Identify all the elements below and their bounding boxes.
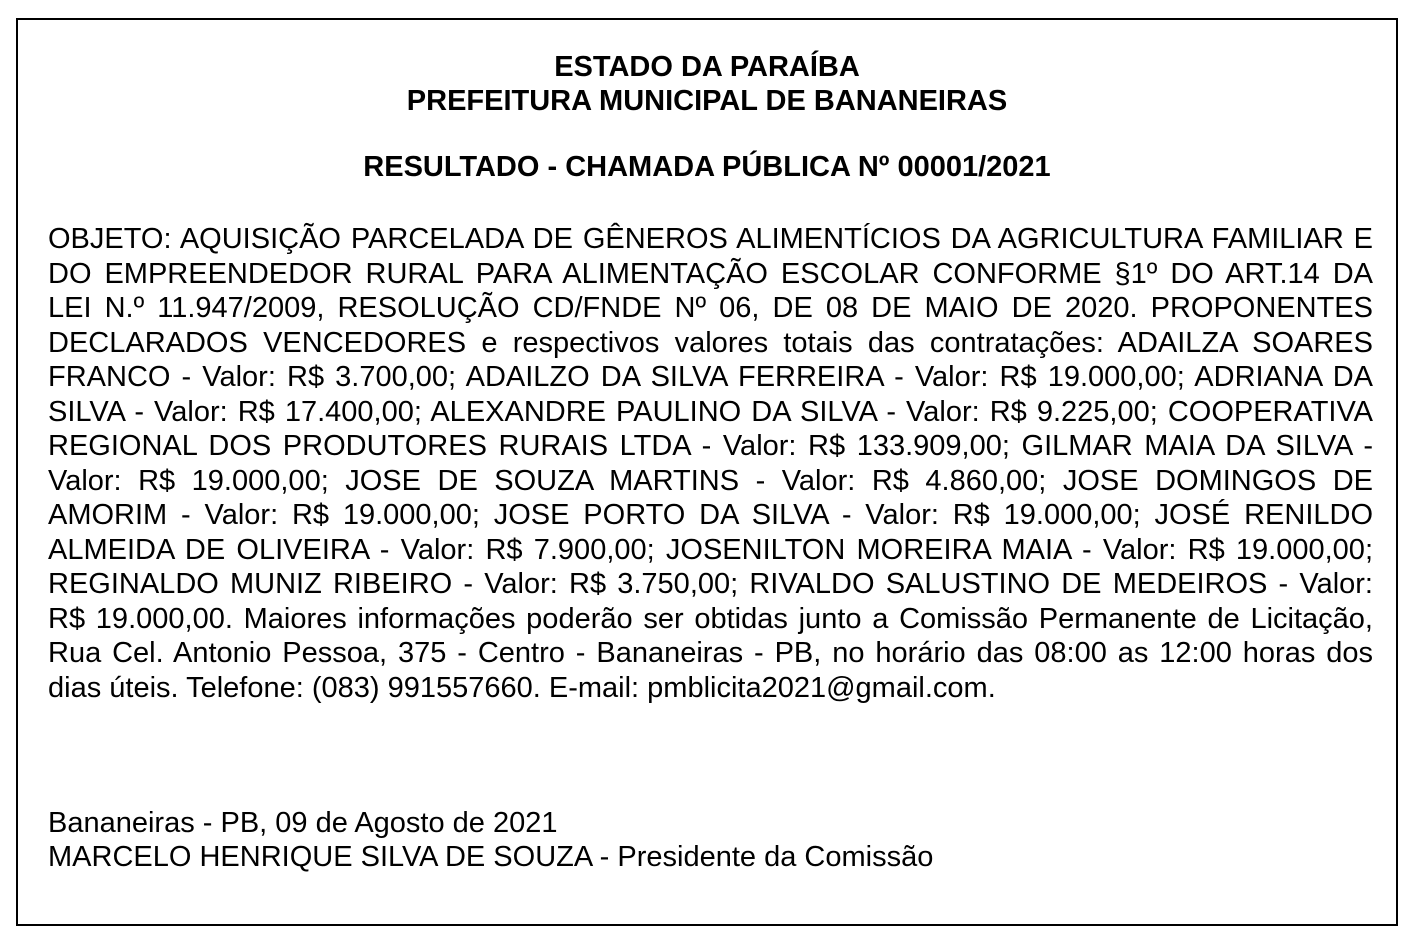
notice-body: OBJETO: AQUISIÇÃO PARCELADA DE GÊNEROS ALIMENTÍCIOS DA AGRICULTURA FAMILIAR E DO EMPREENDEDOR RURAL PARA ALIMENTAÇÃO ESCOLAR CONFORME §1º DO ART.14 DA LEI N.º 11.947/2009, RESOLUÇÃO CD/FNDE Nº 06, DE 08 DE MAIO DE 2020. PROPONENTES DECLARADOS VENCEDORES e respectivos valores totais das contratações: ADAILZA SOARES FRANCO - Valor: R$ 3.700,00; ADAILZO DA SILVA FERREIRA - Valor: R$ 19.000,00; ADRIANA DA SILVA - Valor: R$ 17.400,00; ALEXANDRE PAULINO DA SILVA - Valor: R$ 9.225,00; COOPERATIVA REGIONAL DOS PRODUTORES RURAIS LTDA - Valor: R$ 133.909,00; GILMAR MAIA DA SILVA - Valor: R$ 19.000,00; JOSE DE SOUZA MARTINS - Valor: R$ 4.860,00; JOSE DOMINGOS DE AMORIM - Valor: R$ 19.000,00; JOSE PORTO DA SILVA - Valor: R$ 19.000,00; JOSÉ RENILDO ALMEIDA DE OLIVEIRA - Valor: R$ 7.900,00; JOSENILTON MOREIRA MAIA - Valor: R$ 19.000,00; REGINALDO MUNIZ RIBEIRO - Valor: R$ 3.750,00; RIVALDO SALUSTINO DE MEDEIROS - Valor: R$ 19.000,00. Maiores informações poderão ser obtidas junto a Comissão Permanente de Licitação, Rua Cel. Antonio Pessoa, 375 - Centro - Bananeiras - PB, no horário das 08:00 as 12:00 horas dos dias úteis. Telefone: (083) 991557660. E-mail: pmblicita2021@gmail.com. [48, 223, 1373, 704]
notice-frame [16, 18, 1398, 926]
notice-title: RESULTADO - CHAMADA PÚBLICA Nº 00001/2021 [363, 151, 1051, 183]
municipality-heading: PREFEITURA MUNICIPAL DE BANANEIRAS [406, 85, 1008, 117]
state-heading: ESTADO DA PARAÍBA [554, 51, 860, 83]
signatory: MARCELO HENRIQUE SILVA DE SOUZA - Presidente da Comissão [48, 841, 934, 873]
place-date: Bananeiras - PB, 09 de Agosto de 2021 [48, 807, 558, 839]
signature-block [48, 806, 1373, 874]
notice-header [18, 50, 1396, 118]
